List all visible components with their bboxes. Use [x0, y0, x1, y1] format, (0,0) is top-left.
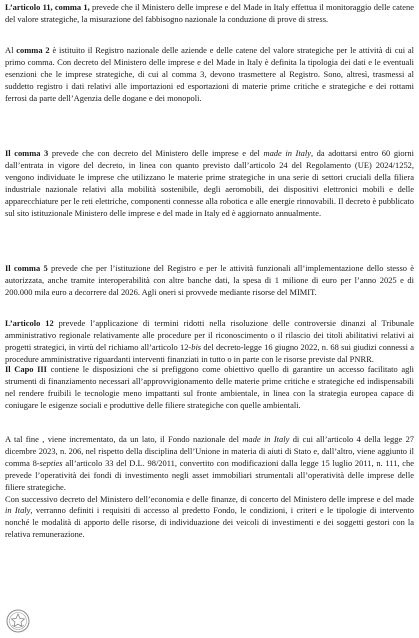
paragraph-articolo-12 [5, 318, 414, 366]
paragraph-italic: bis [191, 341, 202, 352]
paragraph-italic: made in Italy [263, 148, 311, 158]
paragraph-lead: L’articolo 11, comma 1, [5, 2, 90, 12]
paragraph-fondo-nazionale [5, 434, 414, 541]
paragraph-text: Con successivo decreto del Ministero dell’economia e delle finanze, di concerto del Ministero delle imprese e del made [5, 493, 414, 504]
paragraph-text: , verranno definiti i requisiti di accesso al predetto Fondo, le condizioni, i criteri e le tipologie di intervento nonché le modalità di apporto delle risorse, di individuazione dei veicoli di investimenti e dei soggetti gestori con la relativa remunerazione. [5, 505, 414, 540]
paragraph-text: del decreto-legge 16 giugno 2022, n. 68 sui giudizi connessi a procedure amministrative riguardanti interventi finanziati in tutto o in parte con le risorse previste dal PNRR. [5, 341, 414, 364]
paragraph-text: prevede l’applicazione di termini ridotti nella risoluzione delle controversie dinanzi al Tribunale amministrativo regionale relativamente alle procedure per il riconoscimento o il rilascio dei titoli abilitativi relativi ai progetti strategici, in virtù del richiamo all’articolo 12- [5, 318, 414, 352]
paragraph-articolo-11 [5, 2, 414, 26]
paragraph-comma-2 [5, 45, 414, 105]
paragraph-text: all’articolo 33 del D.L. 98/2011, convertito con modificazioni dalla legge 15 luglio 2011, n. 111, che prevede l’operatività dei fondi di investimento negli asset immobiliari strumentali all’operatività delle imprese delle filiere strategiche. [5, 457, 414, 492]
paragraph-italic: in Italy [5, 505, 31, 516]
paragraph-lead: Il Capo III [5, 364, 47, 374]
paragraph-text: A tal fine , viene incrementato, da un lato, il Fondo nazionale del [5, 434, 243, 444]
paragraph-comma-3 [5, 148, 414, 219]
paragraph-lead: L’articolo 12 [5, 318, 54, 328]
paragraph-text: prevede che per l’istituzione del Registro e per le attività funzionali all’implementazione dello stesso è autorizzata, anche tramite interoperabilità con altre banche dati, la spesa di 1 milione di euro per l’anno 2025 e di 200.000 mila euro a decorrere dal 2026. Agli oneri si provvede mediante risorse del MIMIT. [5, 263, 414, 297]
paragraph-text: , da adottarsi entro 60 giorni dall’entrata in vigore del decreto, in linea con quanto previsto dall’articolo 24 del Regolamento (UE) 2024/1252, vengono individuate le imprese che utilizzano le materie prime strategiche in una serie di settori cruciali della filiera industriale nazionale relativi alla mobilità sostenibile, degli aeromobili, dei dispositivi elettronici mobili e delle apparecchiature per le reti elettriche, componenti connesse alla robotica e alle energie rinnovabili. Il decreto è pubblicato sul sito istituzionale Ministero delle imprese e del made in Italy ed è aggiornato annualmente. [5, 148, 414, 218]
paragraph-text: Al [5, 45, 17, 55]
paragraph-italic: made in Italy [242, 434, 290, 444]
paragraph-text: prevede che con decreto del Ministero delle imprese e del [48, 148, 264, 158]
paragraph-text: di cui all’articolo 4 della legge 27 dicembre 2023, n. 206, nel rispetto della disciplina dell’Unione in materia di aiuti di Stato e, dall’altro, viene aggiunto il comma 8- [5, 434, 415, 468]
paragraph-comma-5 [5, 263, 414, 299]
emblem-seal-icon [6, 609, 30, 633]
paragraph-lead: Il comma 3 [5, 148, 49, 158]
paragraph-lead: Il comma 5 [5, 263, 48, 273]
paragraph-text: prevede che il Ministero delle imprese e del Made in Italy effettua il monitoraggio delle catene del valore strategiche, la misurazione del fabbisogno nazionale la conduzione di prove di stress. [5, 2, 414, 24]
paragraph-lead: comma 2 [16, 45, 50, 55]
paragraph-text: è istituito il Registro nazionale delle aziende e delle catene del valore strategiche per le attività di cui al primo comma. Con decreto del Ministero delle imprese e del Made in Italy è definita la tipologia dei dati e le eventuali esenzioni che le imprese strategiche, di cui al comma 3, devono trasmettere al Registro. Sono, altresì, trasmessi al suddetto registro i dati relativi alle importazioni ed esportazioni di materie prime critiche e strategiche e dei rottami ferrosi da parte dell’Agenzia delle dogane e dei monopoli. [5, 45, 414, 103]
paragraph-italic: septies [39, 457, 63, 468]
paragraph-text: contiene le disposizioni che si prefiggono come obiettivo quello di garantire un accesso facilitato agli strumenti di finanziamento necessari all’approvvigionamento delle materie prime critiche e strategiche ed indispensabili nel rendere fruibili le tecnologie meno impattanti sul fronte ambientale, in linea con la strategia europea capace di coniugare le esigenze sociali e produttive delle filiere strategiche con quelle ambientali. [5, 364, 414, 410]
paragraph-capo-iii [5, 364, 414, 412]
